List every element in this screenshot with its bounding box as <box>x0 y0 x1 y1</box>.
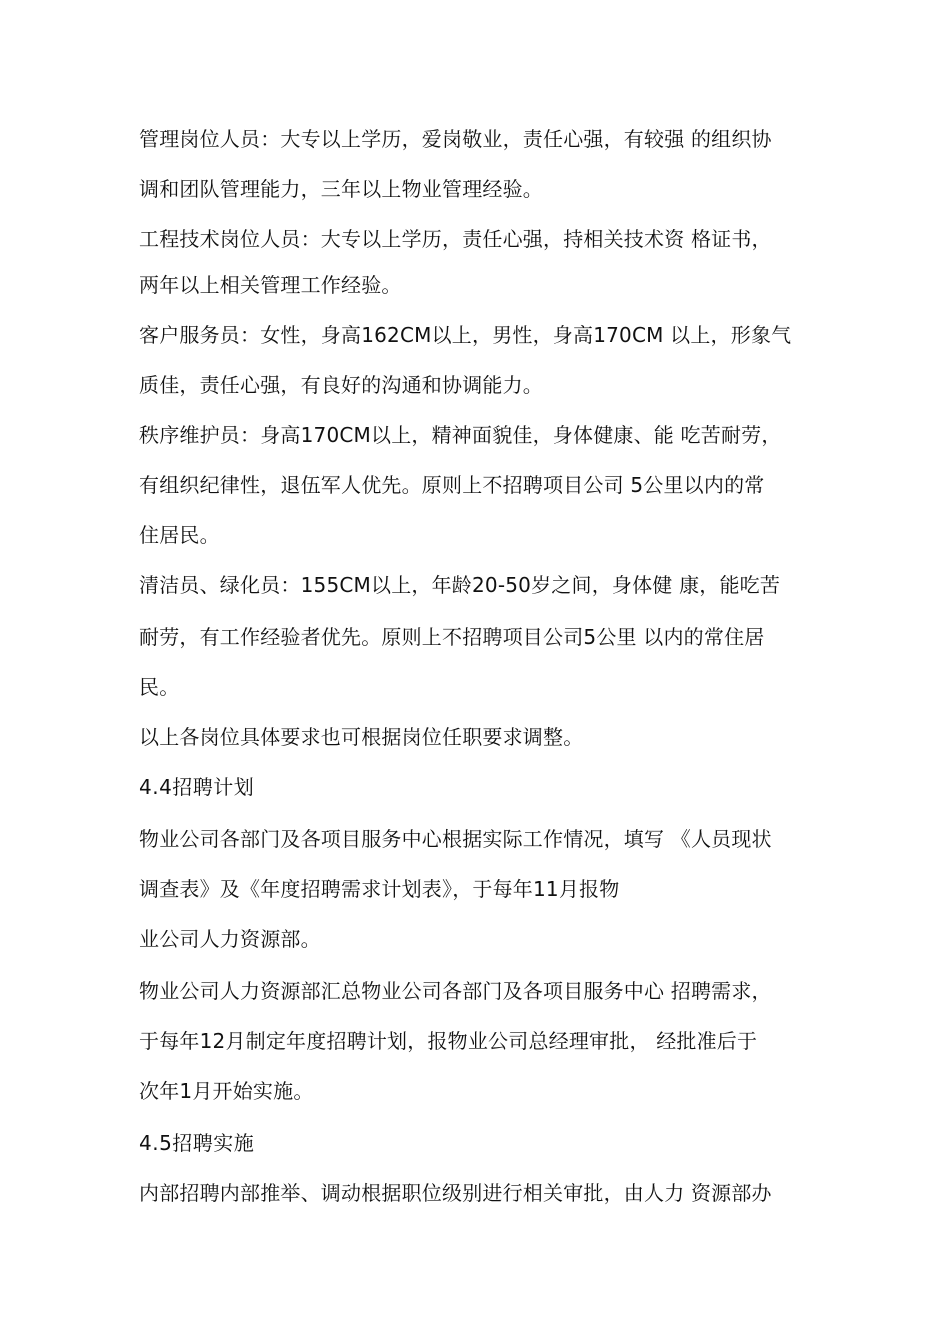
paragraph-line: 于每年12月制定年度招聘计划，报物业公司总经理审批， 经批准后于 <box>139 1029 758 1053</box>
section-heading: 4.5招聘实施 <box>139 1131 255 1155</box>
paragraph-line: 住居民。 <box>139 523 220 547</box>
section-heading: 4.4招聘计划 <box>139 775 255 799</box>
paragraph-line: 两年以上相关管理工作经验。 <box>139 273 402 297</box>
paragraph-line: 调和团队管理能力，三年以上物业管理经验。 <box>139 177 543 201</box>
paragraph-line: 物业公司人力资源部汇总物业公司各部门及各项目服务中心 招聘需求， <box>139 979 772 1003</box>
paragraph-line: 业公司人力资源部。 <box>139 927 321 951</box>
paragraph-line: 次年1月开始实施。 <box>139 1079 314 1103</box>
paragraph-line: 有组织纪律性，退伍军人优先。原则上不招聘项目公司 5公里以内的常 <box>139 473 765 497</box>
paragraph-line: 物业公司各部门及各项目服务中心根据实际工作情况，填写 《人员现状 <box>139 827 772 851</box>
paragraph-line: 清洁员、绿化员：155CM以上，年龄20-50岁之间，身体健 康，能吃苦 <box>139 573 781 597</box>
paragraph-line: 以上各岗位具体要求也可根据岗位任职要求调整。 <box>139 725 584 749</box>
paragraph-line: 管理岗位人员：大专以上学历，爱岗敬业，责任心强，有较强 的组织协 <box>139 127 772 151</box>
paragraph-line: 工程技术岗位人员：大专以上学历，责任心强，持相关技术资 格证书， <box>139 227 772 251</box>
paragraph-line: 质佳，责任心强，有良好的沟通和协调能力。 <box>139 373 543 397</box>
paragraph-line: 秩序维护员：身高170CM以上，精神面貌佳，身体健康、能 吃苦耐劳， <box>139 423 782 447</box>
paragraph-line: 内部招聘内部推举、调动根据职位级别进行相关审批，由人力 资源部办 <box>139 1181 772 1205</box>
paragraph-line: 民。 <box>139 675 180 699</box>
paragraph-line: 耐劳，有工作经验者优先。原则上不招聘项目公司5公里 以内的常住居 <box>139 625 765 649</box>
paragraph-line: 调查表》及《年度招聘需求计划表》，于每年11月报物 <box>139 877 620 901</box>
paragraph-line: 客户服务员：女性，身高162CM以上，男性，身高170CM 以上，形象气 <box>139 323 792 347</box>
